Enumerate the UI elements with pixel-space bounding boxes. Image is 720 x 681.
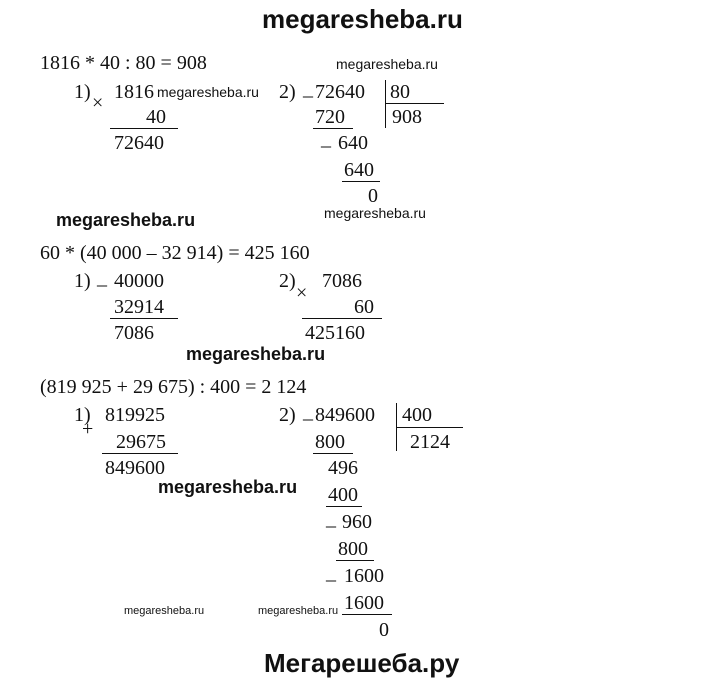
watermark-middle: megaresheba.ru <box>186 344 326 364</box>
problem3-step1-label: 1) <box>74 404 91 426</box>
problem3-step1-result: 849600 <box>105 457 165 479</box>
plus-sign: + <box>82 418 94 440</box>
minus-sign: _ <box>303 78 313 100</box>
problem2-step1-rule <box>110 318 178 319</box>
problem3-line-8: 0 <box>379 619 389 641</box>
rule <box>336 560 374 561</box>
problem1-quotient: 908 <box>392 106 422 128</box>
problem2-expression: 60 * (40 000 – 32 914) = 425 160 <box>40 242 310 264</box>
problem3-line-4: 960 <box>342 511 372 533</box>
problem3-line-6: 1600 <box>344 565 384 587</box>
problem1-step1-label: 1) <box>74 81 91 103</box>
problem1-step1-a: 1816 <box>114 81 154 103</box>
rule <box>313 128 353 129</box>
watermark-right: megaresheba.ru <box>336 56 438 72</box>
problem2-step1-label: 1) <box>74 270 91 292</box>
problem3-line-5: 800 <box>338 538 368 560</box>
problem3-divisor: 400 <box>402 404 432 426</box>
watermark-footer: Мегарешеба.ру <box>264 648 460 678</box>
problem2-step1-a: 40000 <box>114 270 164 292</box>
problem1-line-1: 720 <box>315 106 345 128</box>
problem3-line-2: 496 <box>328 457 358 479</box>
problem1-divisor: 80 <box>390 81 410 103</box>
problem1-step2-label: 2) <box>279 81 296 103</box>
problem1-line-4: 0 <box>368 185 378 207</box>
watermark-top: megaresheba.ru <box>262 4 463 34</box>
minus-sign: _ <box>303 401 313 423</box>
watermark-left: megaresheba.ru <box>56 210 196 230</box>
multiply-sign: × <box>92 92 104 114</box>
problem3-step1-b: 29675 <box>116 431 166 453</box>
minus-sign-a: _ <box>326 508 336 530</box>
minus-sign-2: _ <box>321 128 331 150</box>
minus-sign-b: _ <box>326 562 336 584</box>
rule <box>326 506 362 507</box>
quotient-rule <box>397 427 463 428</box>
problem3-expression: (819 925 + 29 675) : 400 = 2 124 <box>40 376 307 398</box>
problem3-line-1: 800 <box>315 431 345 453</box>
minus-sign: _ <box>97 267 107 289</box>
problem2-step2-b: 60 <box>354 296 374 318</box>
problem2-step1-b: 32914 <box>114 296 164 318</box>
problem3-line-7: 1600 <box>344 592 384 614</box>
problem1-line-2: 640 <box>338 132 368 154</box>
problem1-line-3: 640 <box>344 159 374 181</box>
watermark-right-2: megaresheba.ru <box>324 205 426 221</box>
problem2-step1-result: 7086 <box>114 322 154 344</box>
problem2-step2-a: 7086 <box>322 270 362 292</box>
watermark-middle-2: megaresheba.ru <box>158 477 298 497</box>
quotient-rule <box>386 103 444 104</box>
watermark-small-left: megaresheba.ru <box>124 605 205 617</box>
problem3-line-3: 400 <box>328 484 358 506</box>
problem2-step2-label: 2) <box>279 270 296 292</box>
problem1-step1-rule <box>110 128 178 129</box>
problem1-expression: 1816 * 40 : 80 = 908 <box>40 52 207 74</box>
problem3-step1-rule <box>102 453 178 454</box>
problem3-quotient: 2124 <box>410 431 450 453</box>
division-bar <box>385 80 386 128</box>
problem2-step2-rule <box>302 318 382 319</box>
rule <box>342 181 380 182</box>
problem1-dividend: 72640 <box>315 81 365 103</box>
rule <box>313 453 353 454</box>
multiply-sign: × <box>296 282 308 304</box>
problem3-step2-label: 2) <box>279 404 296 426</box>
problem1-step1-b: 40 <box>146 106 166 128</box>
rule <box>342 614 392 615</box>
problem1-step1-result: 72640 <box>114 132 164 154</box>
watermark-small-mid: megaresheba.ru <box>258 605 339 617</box>
watermark-inline: megaresheba.ru <box>157 84 259 100</box>
problem2-step2-result: 425160 <box>305 322 365 344</box>
problem3-dividend: 849600 <box>315 404 375 426</box>
problem3-step1-a: 819925 <box>105 404 165 426</box>
